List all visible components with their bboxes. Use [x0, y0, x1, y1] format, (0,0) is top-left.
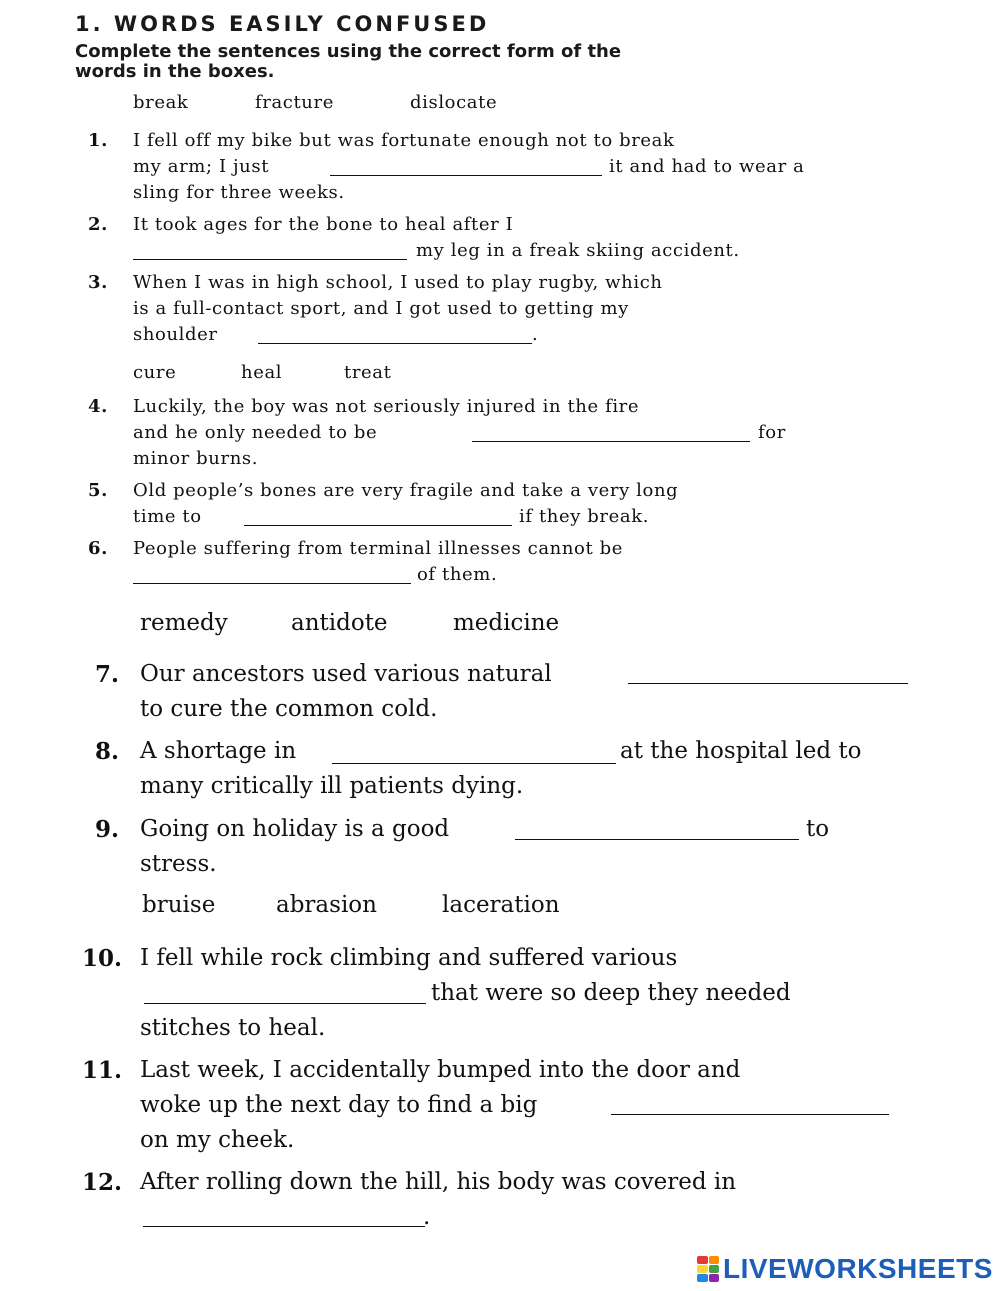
word-option: abrasion [276, 892, 377, 918]
question-number: 3. [88, 272, 108, 293]
answer-blank[interactable] [133, 258, 407, 260]
question-text: Last week, I accidentally bumped into the door and [140, 1057, 741, 1083]
logo-icon [697, 1256, 719, 1282]
word-option: antidote [291, 610, 388, 636]
question-text: stress. [140, 851, 217, 877]
question-text: many critically ill patients dying. [140, 773, 524, 799]
answer-blank[interactable] [330, 174, 602, 176]
question-text: . [532, 324, 539, 345]
answer-blank[interactable] [133, 582, 411, 584]
question-text: It took ages for the bone to heal after I [133, 214, 514, 235]
word-option: bruise [142, 892, 216, 918]
question-text: if they break. [519, 506, 650, 527]
logo-square [697, 1265, 708, 1273]
word-option: heal [241, 362, 283, 383]
word-option: medicine [453, 610, 560, 636]
question-text: . [423, 1204, 431, 1230]
word-option: remedy [140, 610, 228, 636]
question-text: minor burns. [133, 448, 259, 469]
question-number: 6. [88, 538, 108, 559]
question-number: 2. [88, 214, 108, 235]
question-text: Going on holiday is a good [140, 816, 450, 842]
question-text: time to [133, 506, 202, 527]
question-text: After rolling down the hill, his body was covered in [140, 1169, 737, 1195]
question-number: 12. [82, 1169, 123, 1196]
question-text: my leg in a freak skiing accident. [416, 240, 740, 261]
question-number: 9. [95, 816, 120, 843]
question-number: 7. [95, 661, 120, 688]
question-text: to cure the common cold. [140, 696, 438, 722]
question-text: Luckily, the boy was not seriously injured in the fire [133, 396, 640, 417]
question-text: at the hospital led to [620, 738, 862, 764]
word-option: break [133, 92, 189, 113]
question-number: 8. [95, 738, 120, 765]
question-text: Our ancestors used various natural [140, 661, 552, 687]
worksheet-title: 1. WORDS EASILY CONFUSED [75, 12, 490, 36]
answer-blank[interactable] [258, 342, 532, 344]
question-text: stitches to heal. [140, 1015, 326, 1041]
question-text: of them. [417, 564, 498, 585]
word-option: treat [344, 362, 392, 383]
question-text: I fell while rock climbing and suffered various [140, 945, 678, 971]
answer-blank[interactable] [144, 1002, 426, 1004]
answer-blank[interactable] [332, 762, 616, 764]
question-text: is a full-contact sport, and I got used to getting my [133, 298, 629, 319]
question-text: that were so deep they needed [431, 980, 791, 1006]
word-option: laceration [442, 892, 560, 918]
question-text: People suffering from terminal illnesses cannot be [133, 538, 624, 559]
question-text: Old people’s bones are very fragile and take a very long [133, 480, 679, 501]
question-text: it and had to wear a [609, 156, 805, 177]
word-option: fracture [255, 92, 334, 113]
answer-blank[interactable] [244, 524, 512, 526]
question-number: 1. [88, 130, 108, 151]
question-text: to [806, 816, 830, 842]
logo-text: LIVEWORKSHEETS [723, 1253, 993, 1284]
logo-square [709, 1256, 720, 1264]
question-text: and he only needed to be [133, 422, 378, 443]
question-text: my arm; I just [133, 156, 270, 177]
question-text: When I was in high school, I used to play rugby, which [133, 272, 663, 293]
answer-blank[interactable] [143, 1225, 425, 1227]
question-text: sling for three weeks. [133, 182, 345, 203]
question-text: I fell off my bike but was fortunate enough not to break [133, 130, 675, 151]
word-option: dislocate [410, 92, 498, 113]
question-text: on my cheek. [140, 1127, 295, 1153]
question-text: woke up the next day to find a big [140, 1092, 538, 1118]
answer-blank[interactable] [472, 440, 750, 442]
question-number: 5. [88, 480, 108, 501]
question-text: for [758, 422, 786, 443]
instruction-line-1: Complete the sentences using the correct form of the [75, 41, 622, 62]
logo-square [697, 1274, 708, 1282]
instruction-line-2: words in the boxes. [75, 61, 275, 82]
logo-square [709, 1274, 720, 1282]
liveworksheets-logo [697, 1253, 993, 1285]
answer-blank[interactable] [515, 838, 799, 840]
question-number: 4. [88, 396, 108, 417]
question-text: A shortage in [140, 738, 297, 764]
answer-blank[interactable] [628, 682, 908, 684]
question-text: shoulder [133, 324, 218, 345]
question-number: 10. [82, 945, 123, 972]
answer-blank[interactable] [611, 1113, 889, 1115]
word-option: cure [133, 362, 177, 383]
logo-square [697, 1256, 708, 1264]
logo-square [709, 1265, 720, 1273]
question-number: 11. [82, 1057, 123, 1084]
